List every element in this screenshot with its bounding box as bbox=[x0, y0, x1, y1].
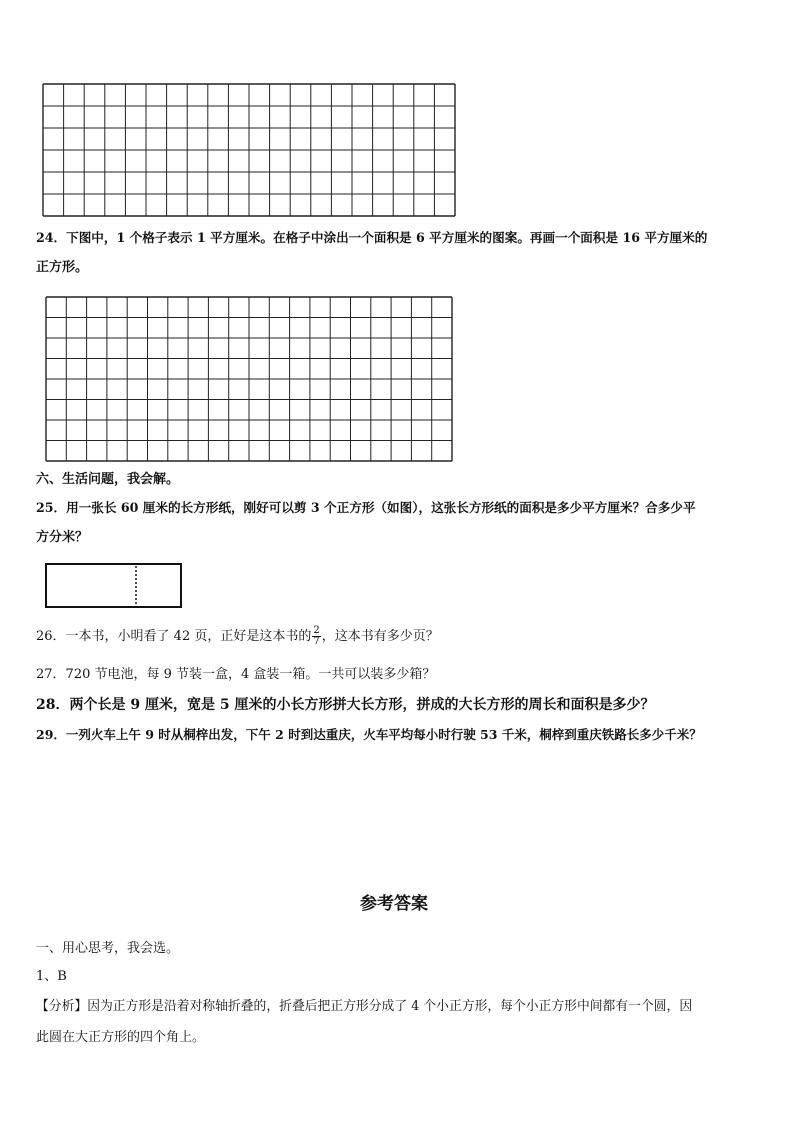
question-26-text-after: ，这本书有多少页？ bbox=[321, 629, 439, 644]
fraction-numerator: 2 bbox=[313, 625, 320, 636]
fraction-denominator: 7 bbox=[313, 636, 320, 647]
question-27: 27．720 节电池，每 9 节装一盒，4 盒装一箱。一共可以装多少箱？ bbox=[36, 667, 436, 682]
fraction-2-7 bbox=[312, 626, 320, 647]
rectangle-figure bbox=[45, 563, 183, 609]
question-29: 29．一列火车上午 9 时从桐梓出发，下午 2 时到达重庆，火车平均每小时行驶 53 千米，桐梓到重庆铁路长多少千米？ bbox=[36, 727, 702, 742]
section-6-heading: 六、生活问题，我会解。 bbox=[36, 472, 180, 487]
section-1-heading: 一、用心思考，我会选。 bbox=[36, 941, 180, 956]
grid-q24 bbox=[45, 296, 453, 462]
analysis-line2: 此圆在大正方形的四个角上。 bbox=[36, 1030, 206, 1045]
question-24-line1: 24．下图中，1 个格子表示 1 平方厘米。在格子中涂出一个面积是 6 平方厘米的图案。再画一个面积是 16 平方厘米的 bbox=[36, 230, 708, 245]
question-26 bbox=[36, 626, 439, 648]
question-26-text-before: 26．一本书，小明看了 42 页，正好是这本书的 bbox=[36, 629, 312, 644]
question-24-line2: 正方形。 bbox=[36, 260, 89, 275]
answer-1: 1、B bbox=[36, 969, 67, 984]
question-25-line1: 25．用一张长 60 厘米的长方形纸，刚好可以剪 3 个正方形（如图），这张长方形纸的面积是多少平方厘米？合多少平 bbox=[36, 500, 696, 515]
rectangle-outline bbox=[46, 564, 181, 607]
analysis-line1: 【分析】因为正方形是沿着对称轴折叠的，折叠后把正方形分成了 4 个小正方形，每个小正方形中间都有一个圆，因 bbox=[36, 999, 693, 1014]
grid-top bbox=[42, 83, 456, 217]
question-28: 28．两个长是 9 厘米，宽是 5 厘米的小长方形拼大长方形，拼成的大长方形的周长和面积是多少？ bbox=[36, 697, 655, 713]
answers-title: 参考答案 bbox=[360, 894, 428, 914]
question-25-line2: 方分米？ bbox=[36, 530, 89, 545]
